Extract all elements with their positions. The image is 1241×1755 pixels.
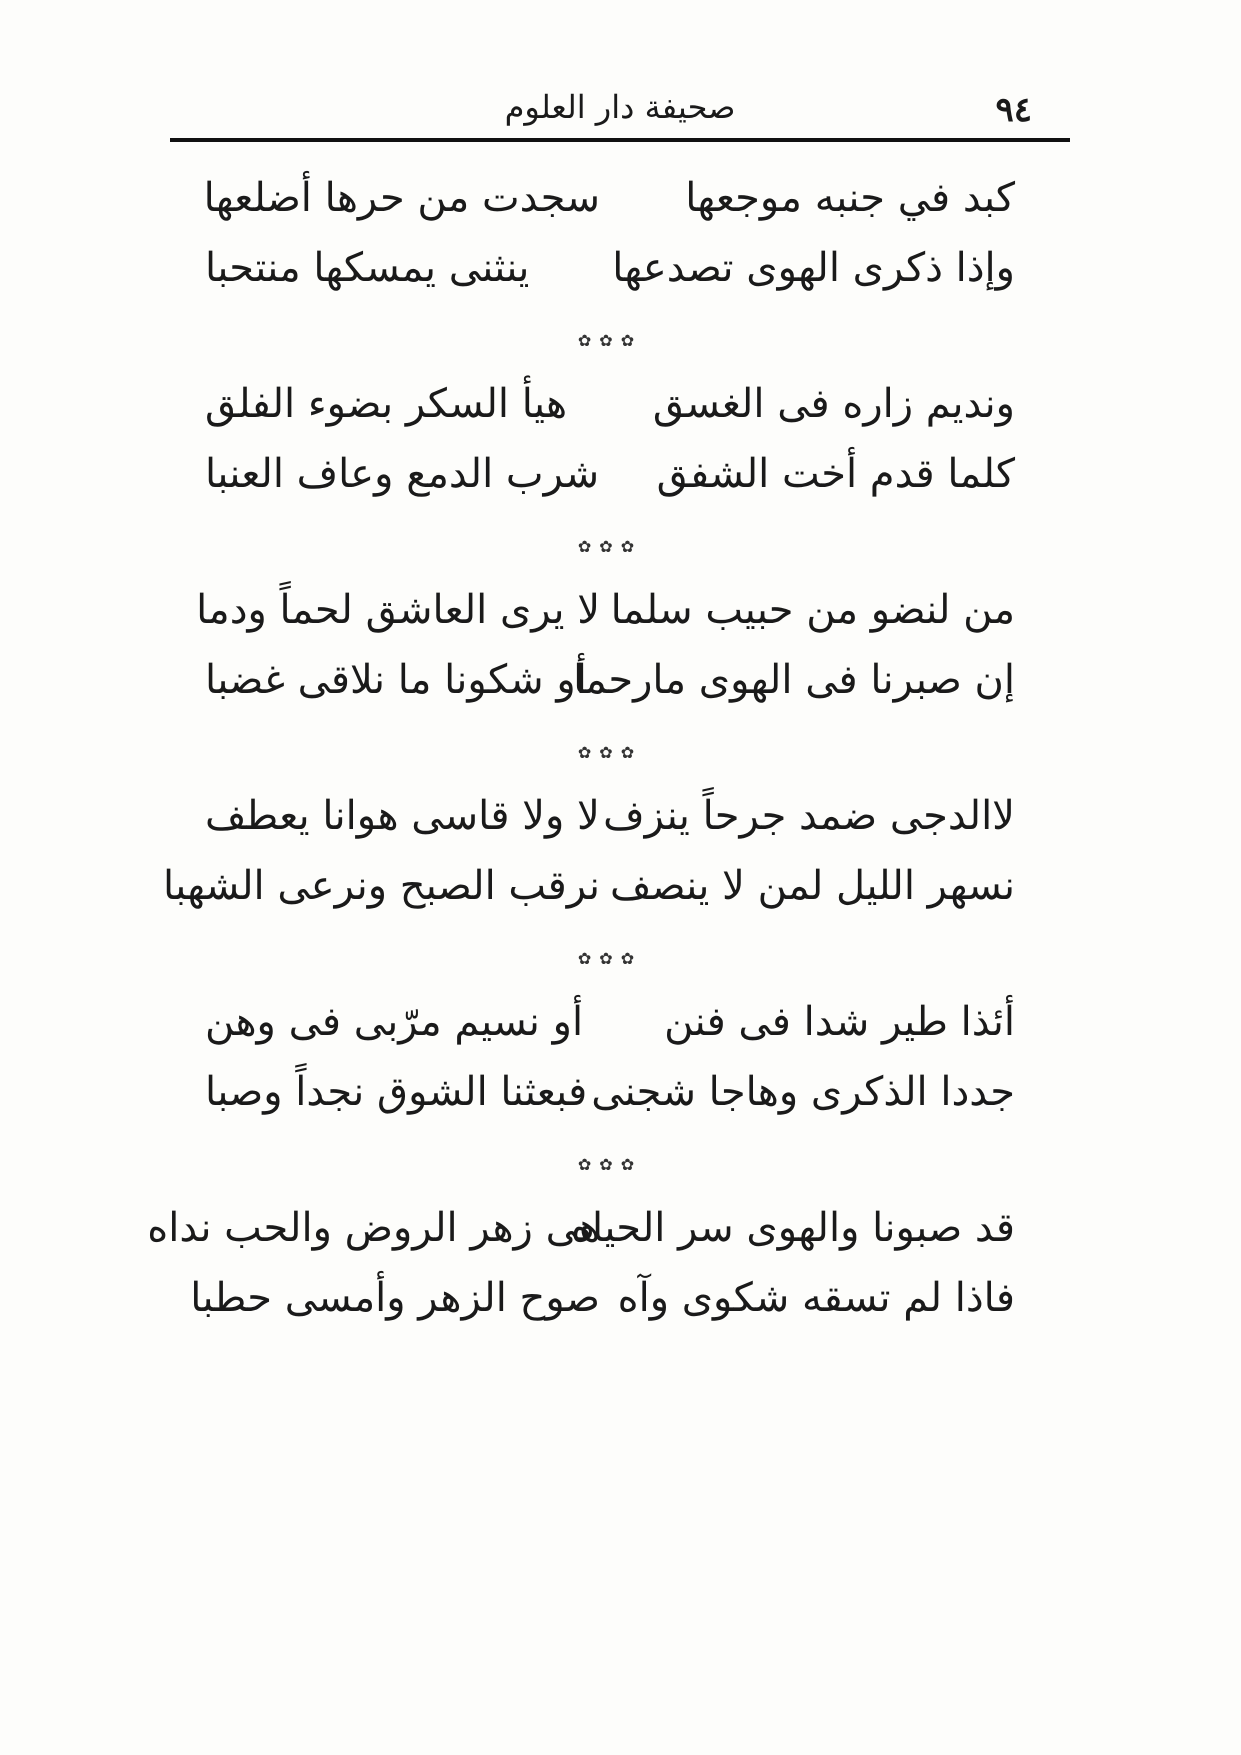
first-hemistich: نسهر الليل لمن لا ينصف [610, 863, 1015, 909]
second-hemistich: نرقب الصبح ونرعى الشهبا [162, 863, 600, 909]
verse [205, 168, 1015, 238]
first-hemistich: وإذا ذكرى الهوى تصدعها [612, 245, 1015, 291]
second-hemistich: لا ولا قاسى هوانا يعطف [205, 793, 600, 839]
first-hemistich: كبد في جنبه موجعها [685, 175, 1015, 221]
second-hemistich: هى زهر الروض والحب نداه [147, 1205, 600, 1251]
stanza-separator: ✿✿✿ [577, 949, 643, 968]
second-hemistich: لا يرى العاشق لحماً ودما [196, 587, 600, 633]
first-hemistich: من لنضو من حبيب سلما [610, 587, 1015, 633]
verse [205, 1062, 1015, 1132]
first-hemistich: فاذا لم تسقه شكوى وآه [617, 1275, 1015, 1321]
second-hemistich: ينثنى يمسكها منتحبا [205, 245, 530, 291]
verse [205, 786, 1015, 856]
stanza-separator: ✿✿✿ [577, 331, 643, 350]
second-hemistich: أو نسيم مرّبى فى وهن [205, 999, 584, 1045]
verse [205, 238, 1015, 308]
running-title: صحيفة دار العلوم [504, 88, 736, 126]
stanza-separator: ✿✿✿ [577, 537, 643, 556]
verse [205, 992, 1015, 1062]
stanza-separator: ✿✿✿ [577, 743, 643, 762]
stanza [162, 786, 1015, 926]
verse [190, 1268, 1015, 1338]
second-hemistich: أو شكونا ما نلاقى غضبا [205, 657, 587, 703]
stanza [205, 374, 1015, 514]
second-hemistich: هيأ السكر بضوء الفلق [205, 381, 568, 427]
first-hemistich: قد صبونا والهوى سر الحياه [571, 1205, 1015, 1251]
page-number: ٩٤ [995, 90, 1032, 130]
verse [205, 374, 1015, 444]
stanza [147, 1198, 1015, 1338]
verse [205, 444, 1015, 514]
verse [196, 580, 1015, 650]
first-hemistich: جددا الذكرى وهاجا شجنى [591, 1069, 1015, 1115]
first-hemistich: لاالدجى ضمد جرحاً ينزف [603, 793, 1015, 839]
poem [147, 168, 1015, 1338]
verse [162, 856, 1015, 926]
stanza [205, 168, 1015, 308]
second-hemistich: فبعثنا الشوق نجداً وصبا [205, 1069, 588, 1115]
first-hemistich: ونديم زاره فى الغسق [652, 381, 1015, 427]
stanza [205, 992, 1015, 1132]
first-hemistich: أئذا طير شدا فى فنن [664, 999, 1015, 1045]
second-hemistich: سجدت من حرها أضلعها [203, 175, 600, 221]
first-hemistich: كلما قدم أخت الشفق [656, 451, 1015, 497]
page-header [170, 84, 1070, 132]
verse [147, 1198, 1015, 1268]
second-hemistich: شرب الدمع وعاف العنبا [205, 451, 600, 497]
verse [205, 650, 1015, 720]
first-hemistich: إن صبرنا فى الهوى مارحما [573, 657, 1015, 703]
stanza-separator: ✿✿✿ [577, 1155, 643, 1174]
header-rule [170, 138, 1070, 142]
stanza [196, 580, 1015, 720]
second-hemistich: صوح الزهر وأمسى حطبا [190, 1275, 600, 1321]
